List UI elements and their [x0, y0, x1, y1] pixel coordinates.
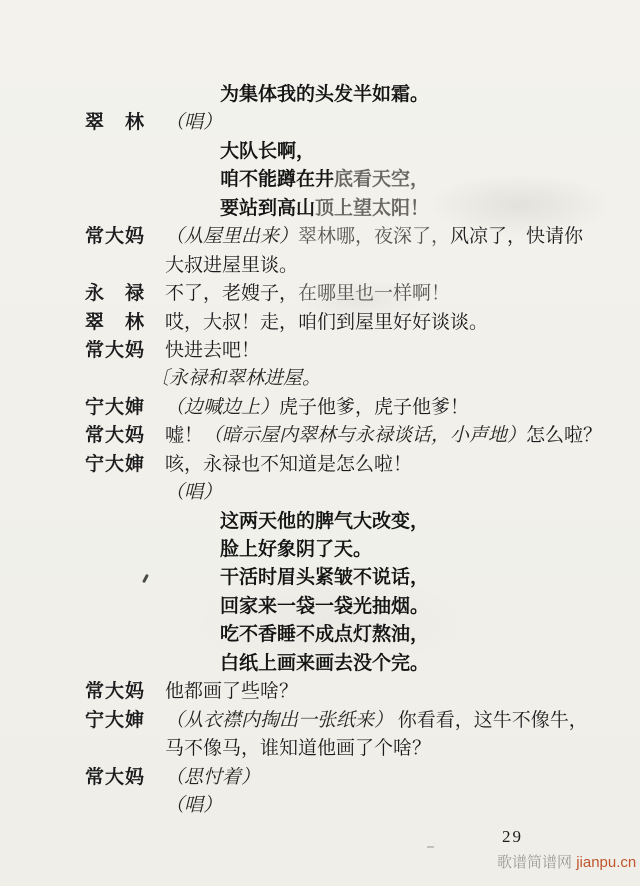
script-line	[0, 138, 640, 166]
line-segment: 哎，大叔！走，咱们到屋里好好谈谈。	[165, 311, 489, 333]
script-line	[0, 280, 640, 308]
speaker-name: 宁大婶	[85, 709, 146, 731]
line-text	[220, 536, 372, 564]
script-line	[0, 564, 640, 592]
line-segment: 在哪里也一样啊！	[298, 283, 451, 305]
speaker-name: 宁大婶	[85, 396, 146, 418]
line-text	[220, 195, 429, 223]
line-segment: 快进去吧！	[165, 339, 261, 361]
line-text	[220, 81, 429, 109]
script-line	[0, 365, 640, 393]
line-text	[220, 564, 429, 592]
script-line	[0, 479, 640, 507]
line-segment: 脸上好象阴了天。	[220, 539, 373, 560]
line-segment: 不了，老嫂子，	[165, 283, 299, 305]
speaker-name: 宁大婶	[85, 453, 146, 475]
line-segment: 干活时眉头紧皱不说话，	[220, 567, 430, 589]
script-body	[0, 81, 640, 820]
script-line	[0, 593, 640, 621]
speaker-name: 常大妈	[85, 339, 146, 361]
line-segment: （暗示屋内翠林与永禄谈话，小声地）	[203, 425, 527, 447]
line-text	[165, 707, 588, 735]
script-line	[0, 621, 640, 649]
line-segment: 为集体我的头发半如霜。	[220, 84, 430, 105]
line-segment: 翠林哪，夜深了，	[298, 226, 451, 248]
line-text	[165, 422, 602, 450]
line-text	[220, 621, 429, 649]
line-segment: （唱）	[165, 482, 223, 504]
script-line	[0, 764, 640, 792]
script-line	[0, 195, 640, 223]
script-line	[0, 81, 640, 109]
line-text	[165, 764, 260, 792]
line-text	[165, 309, 488, 337]
line-segment: 嘘！	[165, 425, 204, 447]
line-text	[165, 678, 298, 706]
line-text	[165, 451, 412, 479]
line-segment: 〔永禄和翠林进屋。	[150, 368, 322, 390]
line-segment: 要站到高山	[220, 197, 316, 219]
line-text	[220, 166, 429, 194]
line-text	[165, 223, 583, 251]
line-segment: （从衣襟内掏出一张纸来）	[165, 709, 394, 731]
line-segment: （从屋里出来）	[165, 226, 299, 248]
line-segment: 吃不香睡不成点灯熬油，	[220, 624, 430, 646]
line-text	[150, 365, 321, 393]
watermark	[497, 853, 636, 873]
speaker-name: 常大妈	[85, 681, 146, 703]
line-text	[165, 479, 222, 507]
line-text	[165, 735, 431, 763]
script-line	[0, 166, 640, 194]
script-line	[0, 422, 640, 450]
line-text	[165, 792, 222, 820]
script-line	[0, 394, 640, 422]
speaker-name: 翠 林	[85, 112, 146, 134]
script-line	[0, 109, 640, 137]
line-text	[220, 593, 429, 621]
speaker-name: 翠 林	[85, 311, 146, 333]
script-line	[0, 451, 640, 479]
line-segment: 你看看，这牛不像牛，	[393, 709, 588, 731]
line-segment: 大队长啊，	[220, 140, 316, 162]
line-text	[220, 138, 315, 166]
script-line	[0, 792, 640, 820]
line-segment: 回家来一袋一袋光抽烟。	[220, 595, 430, 617]
line-text	[220, 508, 429, 536]
speaker-name: 常大妈	[85, 226, 146, 248]
line-text	[165, 337, 260, 365]
line-text	[165, 109, 222, 137]
watermark-site-name: 歌谱简谱网	[497, 854, 573, 871]
line-text	[165, 394, 469, 422]
line-segment: 怎么啦？	[526, 425, 603, 447]
watermark-site-url: jianpu.cn	[576, 854, 637, 871]
scan-artifact-mark	[427, 846, 434, 848]
line-text	[165, 252, 298, 280]
script-line	[0, 678, 640, 706]
script-line	[0, 508, 640, 536]
line-segment: 咱不能蹲在井	[220, 169, 335, 191]
line-segment: 白纸上画来画去没个完。	[220, 652, 430, 674]
line-segment: （边喊边上）	[165, 396, 280, 418]
script-line	[0, 650, 640, 678]
line-segment: 他都画了些啥？	[165, 681, 299, 703]
page-number: 29	[502, 827, 523, 846]
script-line	[0, 337, 640, 365]
script-line	[0, 252, 640, 280]
speaker-name: 永 禄	[85, 283, 146, 305]
line-segment: 这两天他的脾气大改变，	[220, 510, 430, 532]
line-segment: 大叔进屋里谈。	[165, 254, 299, 276]
script-line	[0, 309, 640, 337]
line-text	[220, 650, 429, 678]
script-line	[0, 735, 640, 763]
line-segment: 顶上望太阳！	[315, 197, 430, 219]
line-segment: （唱）	[165, 112, 223, 134]
line-segment: 虎子他爹，虎子他爹！	[279, 396, 470, 418]
script-line	[0, 536, 640, 564]
speaker-name: 常大妈	[85, 425, 146, 447]
script-line	[0, 223, 640, 251]
line-segment: 风凉了，快请你	[450, 226, 584, 248]
speaker-name: 常大妈	[85, 766, 146, 788]
line-text	[165, 280, 450, 308]
line-segment: （思忖着）	[165, 766, 261, 788]
script-line	[0, 707, 640, 735]
line-segment: 马不像马，谁知道他画了个啥？	[165, 738, 432, 760]
line-segment: 咳，永禄也不知道是怎么啦！	[165, 453, 413, 475]
line-segment: （唱）	[165, 794, 223, 816]
line-segment: 底看天空，	[334, 169, 430, 191]
